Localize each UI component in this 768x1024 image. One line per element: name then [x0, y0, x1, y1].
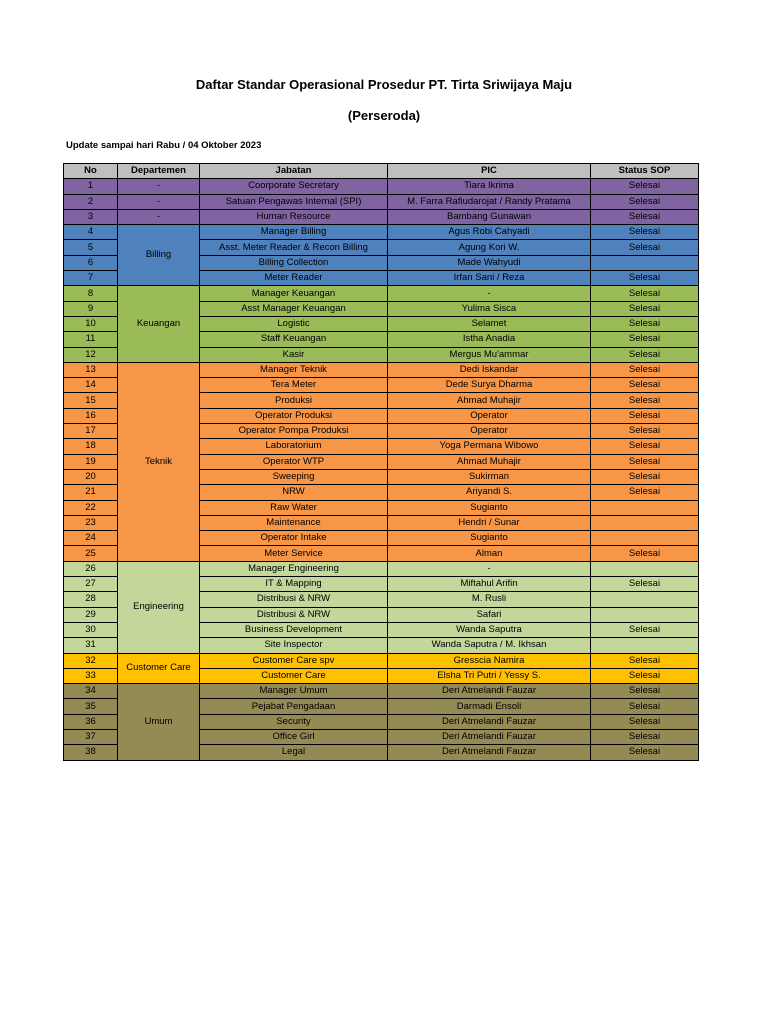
- cell-no: 17: [64, 424, 118, 439]
- update-note: Update sampai hari Rabu / 04 Oktober 2023: [66, 140, 262, 151]
- cell-status: [591, 255, 699, 270]
- cell-jabatan: Manager Umum: [200, 684, 388, 699]
- cell-departemen: Teknik: [118, 362, 200, 561]
- cell-pic: Ariyandi S.: [388, 485, 591, 500]
- cell-pic: Deri Atmelandi Fauzar: [388, 684, 591, 699]
- cell-jabatan: Operator Produksi: [200, 408, 388, 423]
- cell-status: Selesai: [591, 271, 699, 286]
- cell-no: 37: [64, 729, 118, 744]
- cell-status: Selesai: [591, 577, 699, 592]
- cell-pic: Deri Atmelandi Fauzar: [388, 729, 591, 744]
- table-row: [64, 684, 699, 699]
- cell-pic: Alman: [388, 546, 591, 561]
- cell-no: 20: [64, 469, 118, 484]
- document-subtitle: (Perseroda): [347, 108, 421, 123]
- cell-no: 10: [64, 316, 118, 331]
- cell-status: Selesai: [591, 745, 699, 760]
- cell-departemen: -: [118, 194, 200, 209]
- cell-pic: Ahmad Muhajir: [388, 393, 591, 408]
- cell-jabatan: Asst Manager Keuangan: [200, 301, 388, 316]
- cell-no: 36: [64, 714, 118, 729]
- cell-departemen: -: [118, 209, 200, 224]
- cell-no: 28: [64, 592, 118, 607]
- cell-status: Selesai: [591, 179, 699, 194]
- table-row: [64, 209, 699, 224]
- cell-no: 25: [64, 546, 118, 561]
- cell-no: 30: [64, 622, 118, 637]
- cell-jabatan: Customer Care spv: [200, 653, 388, 668]
- cell-status: Selesai: [591, 699, 699, 714]
- cell-no: 23: [64, 515, 118, 530]
- cell-jabatan: Staff Keuangan: [200, 332, 388, 347]
- cell-pic: Irfan Sani / Reza: [388, 271, 591, 286]
- cell-status: Selesai: [591, 653, 699, 668]
- cell-pic: Tiara Ikrima: [388, 179, 591, 194]
- cell-no: 16: [64, 408, 118, 423]
- cell-status: Selesai: [591, 408, 699, 423]
- cell-no: 38: [64, 745, 118, 760]
- cell-jabatan: Legal: [200, 745, 388, 760]
- cell-no: 29: [64, 607, 118, 622]
- cell-status: [591, 607, 699, 622]
- cell-pic: Bambang Gunawan: [388, 209, 591, 224]
- cell-departemen: Customer Care: [118, 653, 200, 684]
- cell-jabatan: Logistic: [200, 316, 388, 331]
- cell-status: Selesai: [591, 684, 699, 699]
- cell-jabatan: IT & Mapping: [200, 577, 388, 592]
- cell-jabatan: Customer Care: [200, 668, 388, 683]
- cell-pic: Operator: [388, 408, 591, 423]
- cell-status: Selesai: [591, 332, 699, 347]
- cell-pic: Wanda Saputra: [388, 622, 591, 637]
- cell-status: [591, 531, 699, 546]
- cell-jabatan: Site Inspector: [200, 638, 388, 653]
- table-header-row: [64, 164, 699, 179]
- cell-pic: Dedi Iskandar: [388, 362, 591, 377]
- cell-jabatan: Manager Teknik: [200, 362, 388, 377]
- cell-status: Selesai: [591, 668, 699, 683]
- cell-status: Selesai: [591, 240, 699, 255]
- cell-status: Selesai: [591, 194, 699, 209]
- cell-jabatan: Kasir: [200, 347, 388, 362]
- cell-pic: Hendri / Sunar: [388, 515, 591, 530]
- cell-no: 5: [64, 240, 118, 255]
- cell-no: 7: [64, 271, 118, 286]
- document-title: Daftar Standar Operasional Prosedur PT. Tirta Sriwijaya Maju: [195, 77, 573, 92]
- cell-jabatan: Billing Collection: [200, 255, 388, 270]
- cell-no: 32: [64, 653, 118, 668]
- cell-status: [591, 500, 699, 515]
- cell-status: [591, 515, 699, 530]
- cell-jabatan: Operator WTP: [200, 454, 388, 469]
- cell-pic: Mergus Mu'ammar: [388, 347, 591, 362]
- header-no: No: [64, 164, 118, 179]
- cell-status: Selesai: [591, 622, 699, 637]
- cell-status: Selesai: [591, 225, 699, 240]
- header-status: Status SOP: [591, 164, 699, 179]
- cell-pic: Gresscia Namira: [388, 653, 591, 668]
- cell-status: Selesai: [591, 546, 699, 561]
- cell-status: Selesai: [591, 316, 699, 331]
- cell-no: 2: [64, 194, 118, 209]
- cell-jabatan: Manager Keuangan: [200, 286, 388, 301]
- cell-no: 18: [64, 439, 118, 454]
- table-row: [64, 362, 699, 377]
- cell-jabatan: NRW: [200, 485, 388, 500]
- header-jabatan: Jabatan: [200, 164, 388, 179]
- table-row: [64, 225, 699, 240]
- cell-status: Selesai: [591, 729, 699, 744]
- cell-no: 15: [64, 393, 118, 408]
- cell-pic: Selamet: [388, 316, 591, 331]
- header-departemen: Departemen: [118, 164, 200, 179]
- cell-pic: Sugianto: [388, 500, 591, 515]
- cell-pic: Yoga Permana Wibowo: [388, 439, 591, 454]
- cell-jabatan: Pejabat Pengadaan: [200, 699, 388, 714]
- table-row: [64, 286, 699, 301]
- cell-jabatan: Office Girl: [200, 729, 388, 744]
- cell-status: Selesai: [591, 424, 699, 439]
- cell-no: 8: [64, 286, 118, 301]
- cell-pic: -: [388, 286, 591, 301]
- cell-no: 19: [64, 454, 118, 469]
- cell-jabatan: Raw Water: [200, 500, 388, 515]
- cell-status: Selesai: [591, 286, 699, 301]
- cell-no: 22: [64, 500, 118, 515]
- cell-jabatan: Meter Reader: [200, 271, 388, 286]
- table-row: [64, 653, 699, 668]
- cell-pic: Made Wahyudi: [388, 255, 591, 270]
- cell-jabatan: Satuan Pengawas Internal (SPI): [200, 194, 388, 209]
- cell-jabatan: Human Resource: [200, 209, 388, 224]
- table-body: [64, 179, 699, 760]
- cell-pic: Agung Kori W.: [388, 240, 591, 255]
- cell-pic: Dede Surya Dharma: [388, 378, 591, 393]
- cell-no: 6: [64, 255, 118, 270]
- cell-jabatan: Tera Meter: [200, 378, 388, 393]
- cell-status: [591, 638, 699, 653]
- cell-no: 3: [64, 209, 118, 224]
- cell-status: [591, 592, 699, 607]
- cell-pic: Agus Robi Cahyadi: [388, 225, 591, 240]
- cell-status: [591, 561, 699, 576]
- cell-pic: Yulima Sisca: [388, 301, 591, 316]
- cell-jabatan: Meter Service: [200, 546, 388, 561]
- cell-pic: M. Farra Rafiudarojat / Randy Pratama: [388, 194, 591, 209]
- cell-jabatan: Security: [200, 714, 388, 729]
- cell-no: 4: [64, 225, 118, 240]
- cell-pic: Wanda Saputra / M. Ikhsan: [388, 638, 591, 653]
- cell-no: 35: [64, 699, 118, 714]
- cell-status: Selesai: [591, 347, 699, 362]
- cell-status: Selesai: [591, 439, 699, 454]
- cell-no: 11: [64, 332, 118, 347]
- cell-no: 14: [64, 378, 118, 393]
- cell-status: Selesai: [591, 301, 699, 316]
- cell-no: 33: [64, 668, 118, 683]
- cell-pic: Ahmad Muhajir: [388, 454, 591, 469]
- cell-pic: Operator: [388, 424, 591, 439]
- cell-pic: Deri Atmelandi Fauzar: [388, 714, 591, 729]
- cell-no: 31: [64, 638, 118, 653]
- cell-no: 34: [64, 684, 118, 699]
- cell-status: Selesai: [591, 485, 699, 500]
- cell-pic: -: [388, 561, 591, 576]
- cell-status: Selesai: [591, 714, 699, 729]
- cell-pic: M. Rusli: [388, 592, 591, 607]
- cell-jabatan: Operator Intake: [200, 531, 388, 546]
- header-pic: PIC: [388, 164, 591, 179]
- cell-no: 21: [64, 485, 118, 500]
- cell-jabatan: Distribusi & NRW: [200, 592, 388, 607]
- cell-departemen: Keuangan: [118, 286, 200, 362]
- cell-jabatan: Sweeping: [200, 469, 388, 484]
- table-row: [64, 561, 699, 576]
- sop-table: [63, 163, 699, 761]
- cell-status: Selesai: [591, 393, 699, 408]
- cell-status: Selesai: [591, 454, 699, 469]
- table-row: [64, 194, 699, 209]
- cell-jabatan: Operator Pompa Produksi: [200, 424, 388, 439]
- cell-pic: Istha Anadia: [388, 332, 591, 347]
- cell-jabatan: Business Development: [200, 622, 388, 637]
- cell-no: 12: [64, 347, 118, 362]
- cell-pic: Elsha Tri Putri / Yessy S.: [388, 668, 591, 683]
- cell-jabatan: Asst. Meter Reader & Recon Billing: [200, 240, 388, 255]
- cell-status: Selesai: [591, 209, 699, 224]
- cell-jabatan: Manager Engineering: [200, 561, 388, 576]
- cell-no: 24: [64, 531, 118, 546]
- cell-pic: Sukirman: [388, 469, 591, 484]
- cell-no: 27: [64, 577, 118, 592]
- cell-pic: Darmadi Ensoli: [388, 699, 591, 714]
- cell-departemen: Billing: [118, 225, 200, 286]
- cell-pic: Deri Atmelandi Fauzar: [388, 745, 591, 760]
- cell-departemen: -: [118, 179, 200, 194]
- cell-status: Selesai: [591, 378, 699, 393]
- table-row: [64, 179, 699, 194]
- cell-jabatan: Laboratorium: [200, 439, 388, 454]
- cell-no: 1: [64, 179, 118, 194]
- cell-pic: Sugianto: [388, 531, 591, 546]
- cell-no: 9: [64, 301, 118, 316]
- cell-jabatan: Coorporate Secretary: [200, 179, 388, 194]
- cell-jabatan: Maintenance: [200, 515, 388, 530]
- cell-no: 26: [64, 561, 118, 576]
- cell-no: 13: [64, 362, 118, 377]
- cell-departemen: Umum: [118, 684, 200, 760]
- cell-status: Selesai: [591, 469, 699, 484]
- cell-pic: Safari: [388, 607, 591, 622]
- cell-jabatan: Manager Billing: [200, 225, 388, 240]
- cell-status: Selesai: [591, 362, 699, 377]
- cell-departemen: Engineering: [118, 561, 200, 653]
- cell-jabatan: Distribusi & NRW: [200, 607, 388, 622]
- cell-jabatan: Produksi: [200, 393, 388, 408]
- cell-pic: Miftahul Arifin: [388, 577, 591, 592]
